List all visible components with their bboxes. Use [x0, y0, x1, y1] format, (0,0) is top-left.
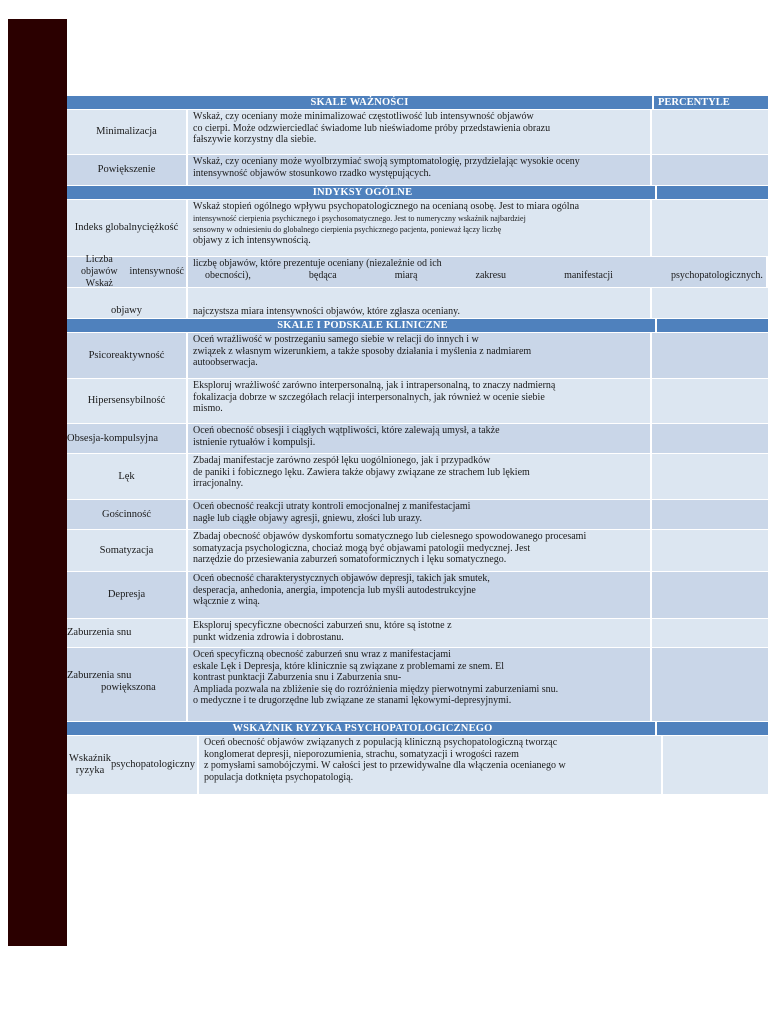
scale-description: Oceń obecność objawów związanych z populacją kliniczną psychopatologiczną tworząc konglomerat depresji, nieporozumienia, strachu, somatyzacji i wrogości razem z pomysłami samobójczymi. W całości jest to przewidywalne dla włączenia ocenianego w populacja dotknięta psychopatologią. [203, 737, 566, 783]
scale-name: Indeks globalny ciężkość [67, 200, 188, 256]
table-row-objawy [67, 288, 768, 319]
table-row-psicoreaktywnosc [67, 333, 768, 379]
scale-name: Somatyzacja [67, 530, 188, 571]
percentile-cell [650, 424, 768, 453]
percentile-cell [650, 155, 768, 185]
scale-description: Eksploruj wrażliwość zarówno interpersonalną, jak i intrapersonalną, to znaczy nadmierną fokalizacja dobrze w szczegółach relacji interpersonalnych, jak również w ocenie siebie mismo. [193, 380, 556, 414]
scale-name: Depresja [67, 572, 188, 618]
percentile-cell [650, 454, 768, 499]
scale-description: Oceń specyficzną obecność zaburzeń snu wraz z manifestacjami eskale Lęk i Depresja, które klinicznie są związane z problemami ze snem. El kontrast punktacji Zaburzenia snu i Zaburzenia snu- Ampliada pozwala na zbliżenie się do rozróżnienia między pierwotnymi zaburzeniami snu. o medyczne i te drugorzędne lub związane ze stanami lękowymi-depresyjnymi. [193, 649, 559, 706]
scales-table [67, 96, 768, 795]
percentile-cell [650, 200, 768, 256]
table-row-minimalizacja [67, 110, 768, 155]
table-row-depresja [67, 572, 768, 619]
header-title: SKALE WAŻNOŚCI [310, 97, 409, 108]
scale-description: Oceń obecność reakcji utraty kontroli emocjonalnej z manifestacjami nagłe lub ciągłe objawy agresji, gniewu, złości lub urazy. [193, 501, 471, 524]
scale-name: Obsesja-kompulsyjna [67, 424, 188, 453]
table-row-liczba [67, 254, 768, 289]
percentile-cell [650, 288, 768, 318]
header-percentyle: PERCENTYLE [652, 96, 768, 109]
percentile-cell [650, 379, 768, 423]
percentile-cell [661, 736, 768, 794]
table-row-wskaznik [67, 736, 768, 795]
scale-description: Oceń wrażliwość w postrzeganiu samego siebie w relacji do innych i w związek z własnym wizerunkiem, a także sposoby działania i myślenia z nadmiarem autoobserwacja. [193, 334, 532, 368]
percentile-cell [650, 648, 768, 721]
scale-description: Oceń obecność obsesji i ciągłych wątpliwości, które zalewają umysł, a także istnienie rytuałów i kompulsji. [193, 425, 500, 448]
scale-description: Wskaż stopień ogólnego wpływu psychopatologicznego na ocenianą osobę. Jest to miara ogólna intensywność cierpienia psychicznego i psychosomatycznego. Jest to numeryczny wskaźnik najbardziej sensowny w odniesieniu do globalnego cierpienia psychicznego pacjenta, ponieważ łączy liczbę objawy z ich intensywnością. [193, 201, 580, 246]
table-row-obsesja [67, 424, 768, 454]
percentile-cell [650, 572, 768, 618]
scale-name: Liczba objawów Wskaż intensywność [67, 257, 188, 287]
scale-name: Lęk [67, 454, 188, 499]
scale-name: Wskaźnik ryzyka psychopatologiczny [67, 736, 199, 794]
percentile-cell [650, 110, 768, 154]
scale-description: Wskaż, czy oceniany może wyolbrzymiać swoją symptomatologię, przydzielając wysokie oceny intensywność objawów stosunkowo rzadko występujących. [193, 156, 580, 179]
percentile-cell [650, 500, 768, 529]
table-row-powiekszenie [67, 155, 768, 186]
header-indyksy: INDYKSY OGÓLNE [67, 186, 768, 200]
percentile-cell [650, 333, 768, 378]
percentile-cell [650, 530, 768, 571]
scale-description: Zbadaj obecność objawów dyskomfortu somatycznego lub cielesnego spowodowanego procesami somatyzacja psychologiczna, chociaż mogą być objawami patologii medycznej. Jest narzędzie do przesiewania zaburzeń somatoformicznych i lęku somatycznego. [193, 531, 587, 565]
table-row-indeks [67, 200, 768, 257]
scale-description: Zbadaj manifestacje zarówno zespół lęku uogólnionego, jak i przypadków de paniki i fobicznego lęku. Zawiera także objawy związane ze strachem lub lękiem irracjonalny. [193, 455, 530, 489]
table-row-somatyzacja [67, 530, 768, 572]
table-row-hipersensybilnosc [67, 379, 768, 424]
scale-name: Powiększenie [67, 155, 188, 185]
scale-description: najczystsza miara intensywności objawów, które zgłasza oceniany. [193, 305, 460, 317]
scale-name: Minimalizacja [67, 110, 188, 154]
scale-name: Gościnność [67, 500, 188, 529]
scale-description: Eksploruj specyficzne obecności zaburzeń snu, które są istotne z punkt widzenia zdrowia i dobrostanu. [193, 620, 452, 643]
scale-name: objawy [67, 288, 188, 318]
scale-description: liczbę objawów, które prezentuje oceniany (niezależnie od ich obecności), będąca miarą zakresu manifestacji psychopatologicznych. [193, 258, 763, 281]
left-decorative-bar [8, 19, 67, 946]
scale-name: Psicoreaktywność [67, 333, 188, 378]
table-row-lek [67, 454, 768, 500]
scale-description: Oceń obecność charakterystycznych objawów depresji, takich jak smutek, desperacja, anhedonia, anergia, impotencja lub myśli autodestrukcyjne włącznie z winą. [193, 573, 490, 607]
scale-description: Wskaż, czy oceniany może minimalizować częstotliwość lub intensywność objawów co cierpi. Może odzwierciedlać świadome lub nieświadome próby przedstawienia obrazu fałszywie korzystny dla siebie. [193, 111, 551, 145]
header-skale-waznosci [67, 96, 768, 110]
percentile-cell [650, 619, 768, 647]
table-row-goscinnosc [67, 500, 768, 530]
table-row-zaburzenia-snu [67, 619, 768, 648]
scale-name: Hipersensybilność [67, 379, 188, 423]
scale-name: Zaburzenia snu powiększona [67, 648, 188, 721]
table-row-zaburzenia-snu-powiekszona [67, 648, 768, 722]
header-skale-kliniczne: SKALE I PODSKALE KLINICZNE [67, 319, 768, 333]
scale-name: Zaburzenia snu [67, 619, 188, 647]
header-wskaznik: WSKAŹNIK RYZYKA PSYCHOPATOLOGICZNEGO [67, 722, 768, 736]
